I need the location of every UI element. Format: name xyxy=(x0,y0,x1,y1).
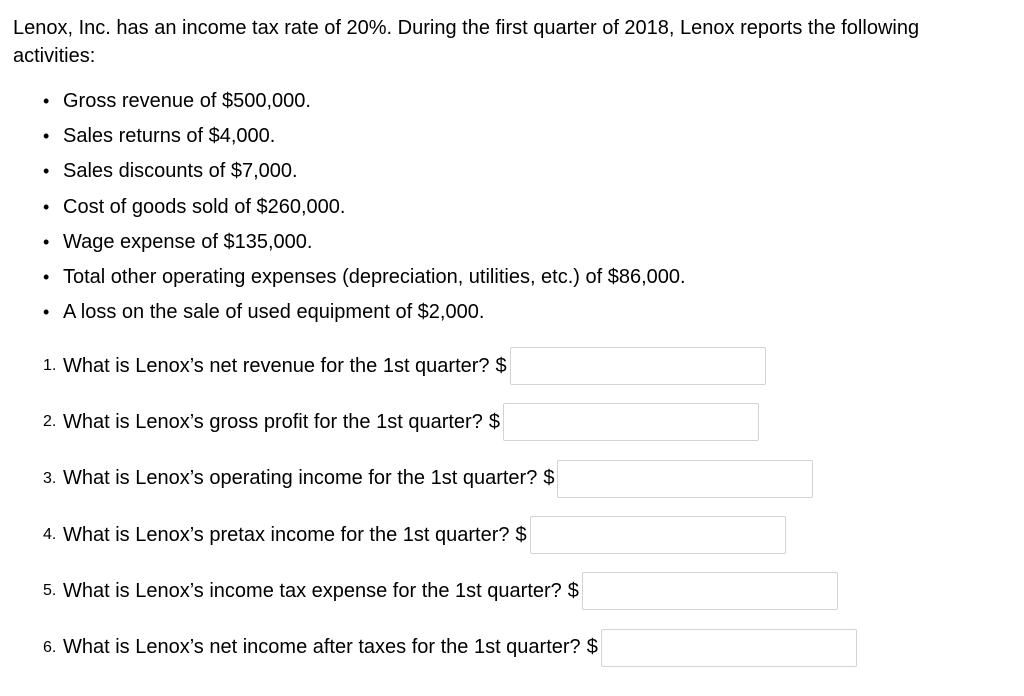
activity-item xyxy=(43,84,686,119)
question-2 xyxy=(43,394,857,450)
question-number: 2. xyxy=(43,413,57,431)
activity-text: Gross revenue of $500,000. xyxy=(63,90,311,113)
question-text: What is Lenox’s pretax income for the 1st quarter? xyxy=(63,523,510,546)
bullet-icon: • xyxy=(43,91,50,112)
currency-symbol: $ xyxy=(567,579,579,602)
activity-text: Total other operating expenses (depreciation, utilities, etc.) of $86,000. xyxy=(63,266,686,289)
currency-symbol: $ xyxy=(495,354,507,377)
net-revenue-answer-input[interactable] xyxy=(510,347,766,385)
activity-text: Sales discounts of $7,000. xyxy=(63,160,298,183)
activity-text: Wage expense of $135,000. xyxy=(63,230,313,253)
activity-item xyxy=(43,190,686,225)
bullet-icon: • xyxy=(43,231,50,252)
pretax-income-answer-input[interactable] xyxy=(530,516,786,554)
question-text: What is Lenox’s net revenue for the 1st quarter? xyxy=(63,354,490,377)
activity-item xyxy=(43,295,686,330)
question-number: 5. xyxy=(43,582,57,600)
question-number: 4. xyxy=(43,526,57,544)
question-number: 6. xyxy=(43,638,57,656)
question-number: 1. xyxy=(43,357,57,375)
bullet-icon: • xyxy=(43,267,50,288)
question-3 xyxy=(43,451,857,507)
activity-item xyxy=(43,119,686,154)
currency-symbol: $ xyxy=(515,523,527,546)
question-text: What is Lenox’s income tax expense for the 1st quarter? xyxy=(63,579,562,602)
activity-item xyxy=(43,260,686,295)
bullet-icon: • xyxy=(43,161,50,182)
currency-symbol: $ xyxy=(543,467,555,490)
question-4 xyxy=(43,507,857,563)
currency-symbol: $ xyxy=(586,636,598,659)
question-number: 3. xyxy=(43,469,57,487)
question-text: What is Lenox’s gross profit for the 1st quarter? xyxy=(63,410,483,433)
questions-list xyxy=(43,338,857,676)
bullet-icon: • xyxy=(43,302,50,323)
question-6 xyxy=(43,619,857,675)
question-1 xyxy=(43,338,857,394)
activity-item xyxy=(43,154,686,189)
activities-list xyxy=(43,84,686,330)
question-5 xyxy=(43,563,857,619)
bullet-icon: • xyxy=(43,126,50,147)
activity-text: Cost of goods sold of $260,000. xyxy=(63,195,346,218)
net-income-answer-input[interactable] xyxy=(601,629,857,667)
operating-income-answer-input[interactable] xyxy=(557,460,813,498)
activity-text: A loss on the sale of used equipment of $2,000. xyxy=(63,301,485,324)
problem-intro: Lenox, Inc. has an income tax rate of 20%. During the first quarter of 2018, Lenox reports the following activities: xyxy=(13,17,920,67)
question-text: What is Lenox’s net income after taxes for the 1st quarter? xyxy=(63,636,581,659)
income-tax-expense-answer-input[interactable] xyxy=(582,572,838,610)
activity-item xyxy=(43,225,686,260)
activity-text: Sales returns of $4,000. xyxy=(63,125,276,148)
gross-profit-answer-input[interactable] xyxy=(503,403,759,441)
currency-symbol: $ xyxy=(488,410,500,433)
bullet-icon: • xyxy=(43,196,50,217)
question-text: What is Lenox’s operating income for the 1st quarter? xyxy=(63,467,538,490)
